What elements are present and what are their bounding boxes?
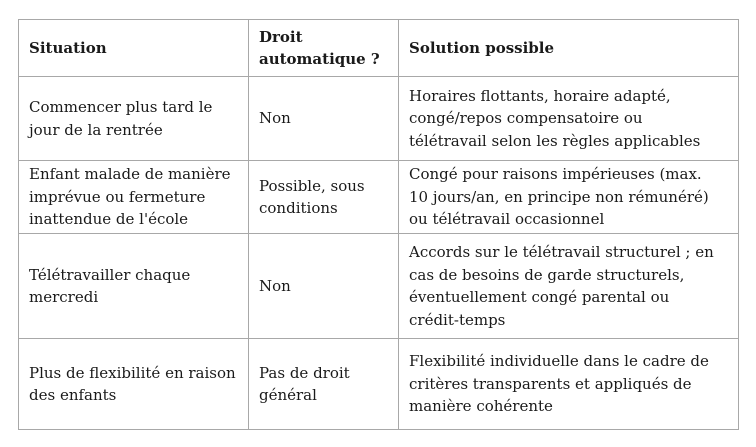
cell-text-line: crédit-temps	[409, 310, 506, 329]
cell-droit	[249, 77, 399, 161]
table-row	[19, 339, 739, 430]
cell-situation	[19, 77, 249, 161]
header-droit-automatique	[249, 20, 399, 77]
header-situation-label: Situation	[29, 38, 107, 57]
cell-text-line: Pas de droit	[259, 363, 350, 382]
cell-droit	[249, 339, 399, 430]
cell-text-line: 10 jours/an, en principe non rémunéré)	[409, 187, 709, 206]
cell-text-line: mercredi	[29, 288, 99, 306]
cell-text-line: Enfant malade de manière	[29, 165, 231, 184]
cell-text-line: télétravail selon les règles applicables	[409, 131, 701, 150]
cell-situation	[19, 234, 249, 339]
cell-text-line: ou télétravail occasionnel	[409, 210, 605, 229]
header-solution	[399, 20, 739, 77]
cell-text-line: Plus de flexibilité en raison	[29, 363, 236, 382]
cell-text-line: conditions	[259, 199, 338, 217]
cell-text-line: critères transparents et appliqués de	[409, 374, 692, 393]
cell-situation	[19, 339, 249, 430]
cell-text-line: Non	[259, 109, 291, 128]
header-droit-label-line-2: automatique ?	[259, 50, 380, 68]
cell-solution	[399, 161, 739, 234]
cell-text-line: manière cohérente	[409, 397, 553, 416]
cell-text-line: Congé pour raisons impérieuses (max.	[409, 165, 702, 184]
cell-text-line: Flexibilité individuelle dans le cadre de	[409, 352, 709, 371]
cell-text-line: Commencer plus tard le	[29, 98, 213, 116]
cell-droit	[249, 234, 399, 339]
cell-text-line: imprévue ou fermeture	[29, 187, 206, 206]
cell-solution	[399, 234, 739, 339]
cell-text-line: cas de besoins de garde structurels,	[409, 265, 685, 284]
cell-text-line: congé/repos compensatoire ou	[409, 109, 643, 128]
cell-text-line: Télétravailler chaque	[29, 265, 191, 284]
cell-text-line: Accords sur le télétravail structurel ; en	[409, 243, 714, 261]
cell-situation	[19, 161, 249, 234]
header-solution-label: Solution possible	[409, 38, 555, 57]
table-row	[19, 77, 739, 161]
table-header-row	[19, 20, 739, 77]
cell-text-line: Non	[259, 276, 291, 295]
cell-text-line: jour de la rentrée	[29, 120, 163, 139]
cell-text-line: éventuellement congé parental ou	[409, 288, 670, 306]
header-situation	[19, 20, 249, 77]
cell-solution	[399, 77, 739, 161]
table-row	[19, 161, 739, 234]
cell-text-line: Possible, sous	[259, 176, 365, 195]
cell-text-line: Horaires flottants, horaire adapté,	[409, 86, 671, 105]
cell-text-line: général	[259, 386, 317, 404]
cell-droit	[249, 161, 399, 234]
table-row	[19, 234, 739, 339]
header-droit-label-line-1: Droit	[259, 27, 303, 46]
cell-solution	[399, 339, 739, 430]
rights-table	[18, 19, 739, 430]
cell-text-line: inattendue de l'école	[29, 210, 189, 229]
cell-text-line: des enfants	[29, 386, 117, 404]
